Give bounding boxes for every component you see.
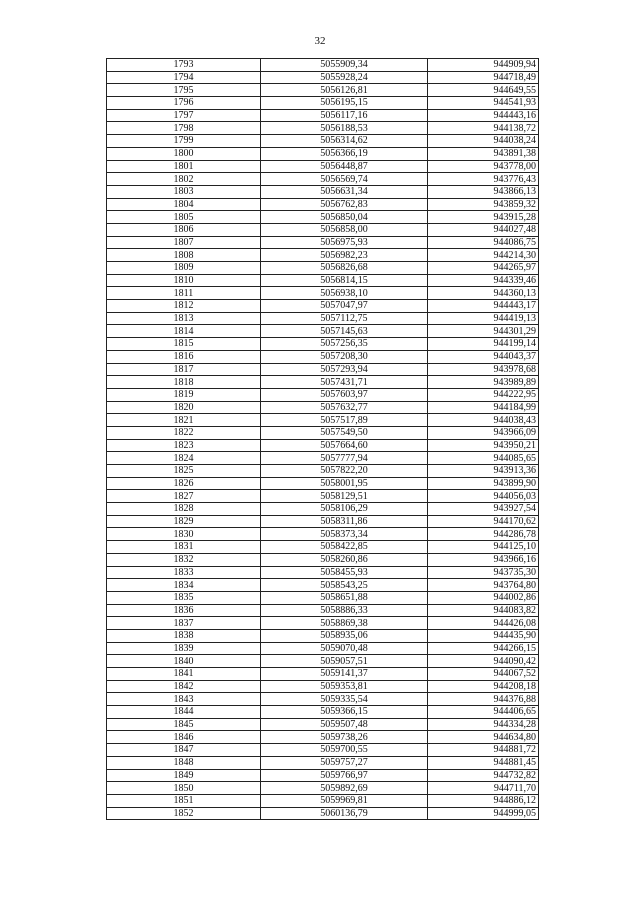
- y-coordinate-cell: 944038,43: [428, 414, 539, 427]
- y-coordinate-cell: 944138,72: [428, 122, 539, 135]
- y-coordinate-cell: 943899,90: [428, 477, 539, 490]
- y-coordinate-cell: 944265,97: [428, 262, 539, 275]
- x-coordinate-cell: 5058260,86: [261, 553, 428, 566]
- y-coordinate-cell: 943735,30: [428, 566, 539, 579]
- point-number-cell: 1824: [107, 452, 261, 465]
- point-number-cell: 1800: [107, 147, 261, 160]
- table-row: [107, 782, 539, 795]
- y-coordinate-cell: 943764,80: [428, 579, 539, 592]
- x-coordinate-cell: 5059700,55: [261, 744, 428, 757]
- x-coordinate-cell: 5059335,54: [261, 693, 428, 706]
- x-coordinate-cell: 5056814,15: [261, 274, 428, 287]
- x-coordinate-cell: 5057431,71: [261, 376, 428, 389]
- y-coordinate-cell: 944339,46: [428, 274, 539, 287]
- table-row: [107, 71, 539, 84]
- point-number-cell: 1825: [107, 465, 261, 478]
- y-coordinate-cell: 943891,38: [428, 147, 539, 160]
- x-coordinate-cell: 5056188,53: [261, 122, 428, 135]
- y-coordinate-cell: 944711,70: [428, 782, 539, 795]
- y-coordinate-cell: 944301,29: [428, 325, 539, 338]
- x-coordinate-cell: 5056762,83: [261, 198, 428, 211]
- x-coordinate-cell: 5057549,50: [261, 426, 428, 439]
- point-number-cell: 1807: [107, 236, 261, 249]
- y-coordinate-cell: 943866,13: [428, 185, 539, 198]
- table-row: [107, 680, 539, 693]
- table-row: [107, 731, 539, 744]
- point-number-cell: 1850: [107, 782, 261, 795]
- point-number-cell: 1806: [107, 223, 261, 236]
- table-row: [107, 756, 539, 769]
- table-row: [107, 160, 539, 173]
- point-number-cell: 1828: [107, 503, 261, 516]
- point-number-cell: 1848: [107, 756, 261, 769]
- x-coordinate-cell: 5058869,38: [261, 617, 428, 630]
- y-coordinate-cell: 944086,75: [428, 236, 539, 249]
- y-coordinate-cell: 944426,08: [428, 617, 539, 630]
- x-coordinate-cell: 5058455,93: [261, 566, 428, 579]
- point-number-cell: 1810: [107, 274, 261, 287]
- y-coordinate-cell: 944360,13: [428, 287, 539, 300]
- x-coordinate-cell: 5057664,60: [261, 439, 428, 452]
- x-coordinate-cell: 5057293,94: [261, 363, 428, 376]
- y-coordinate-cell: 944999,05: [428, 807, 539, 820]
- x-coordinate-cell: 5057517,89: [261, 414, 428, 427]
- table-row: [107, 807, 539, 820]
- point-number-cell: 1793: [107, 59, 261, 72]
- x-coordinate-cell: 5056982,23: [261, 249, 428, 262]
- x-coordinate-cell: 5056858,00: [261, 223, 428, 236]
- y-coordinate-cell: 943966,09: [428, 426, 539, 439]
- point-number-cell: 1838: [107, 629, 261, 642]
- x-coordinate-cell: 5055928,24: [261, 71, 428, 84]
- table-row: [107, 59, 539, 72]
- x-coordinate-cell: 5058422,85: [261, 541, 428, 554]
- table-row: [107, 350, 539, 363]
- table-row: [107, 236, 539, 249]
- table-row: [107, 706, 539, 719]
- y-coordinate-cell: 944056,03: [428, 490, 539, 503]
- x-coordinate-cell: 5058106,29: [261, 503, 428, 516]
- table-row: [107, 287, 539, 300]
- point-number-cell: 1799: [107, 135, 261, 148]
- table-row: [107, 388, 539, 401]
- y-coordinate-cell: 944419,13: [428, 312, 539, 325]
- table-row: [107, 262, 539, 275]
- table-row: [107, 325, 539, 338]
- table-row: [107, 135, 539, 148]
- table-row: [107, 579, 539, 592]
- y-coordinate-cell: 943927,54: [428, 503, 539, 516]
- point-number-cell: 1811: [107, 287, 261, 300]
- page-number: 32: [314, 35, 326, 47]
- table-row: [107, 490, 539, 503]
- point-number-cell: 1815: [107, 338, 261, 351]
- x-coordinate-cell: 5056448,87: [261, 160, 428, 173]
- point-number-cell: 1797: [107, 109, 261, 122]
- table-row: [107, 604, 539, 617]
- x-coordinate-cell: 5058886,33: [261, 604, 428, 617]
- table-row: [107, 122, 539, 135]
- x-coordinate-cell: 5056938,10: [261, 287, 428, 300]
- y-coordinate-cell: 944732,82: [428, 769, 539, 782]
- point-number-cell: 1808: [107, 249, 261, 262]
- table-row: [107, 312, 539, 325]
- y-coordinate-cell: 944085,65: [428, 452, 539, 465]
- point-number-cell: 1821: [107, 414, 261, 427]
- y-coordinate-cell: 944090,42: [428, 655, 539, 668]
- x-coordinate-cell: 5058543,25: [261, 579, 428, 592]
- y-coordinate-cell: 943966,16: [428, 553, 539, 566]
- y-coordinate-cell: 943978,68: [428, 363, 539, 376]
- x-coordinate-cell: 5059969,81: [261, 794, 428, 807]
- point-number-cell: 1798: [107, 122, 261, 135]
- x-coordinate-cell: 5058651,88: [261, 591, 428, 604]
- x-coordinate-cell: 5056117,16: [261, 109, 428, 122]
- table-row: [107, 249, 539, 262]
- table-row: [107, 439, 539, 452]
- y-coordinate-cell: 944376,88: [428, 693, 539, 706]
- x-coordinate-cell: 5056850,04: [261, 211, 428, 224]
- point-number-cell: 1829: [107, 515, 261, 528]
- x-coordinate-cell: 5058311,86: [261, 515, 428, 528]
- x-coordinate-cell: 5059766,97: [261, 769, 428, 782]
- point-number-cell: 1823: [107, 439, 261, 452]
- y-coordinate-cell: 944881,72: [428, 744, 539, 757]
- point-number-cell: 1794: [107, 71, 261, 84]
- y-coordinate-cell: 944541,93: [428, 97, 539, 110]
- y-coordinate-cell: 943989,89: [428, 376, 539, 389]
- point-number-cell: 1809: [107, 262, 261, 275]
- x-coordinate-cell: 5056975,93: [261, 236, 428, 249]
- point-number-cell: 1814: [107, 325, 261, 338]
- point-number-cell: 1852: [107, 807, 261, 820]
- point-number-cell: 1822: [107, 426, 261, 439]
- point-number-cell: 1805: [107, 211, 261, 224]
- x-coordinate-cell: 5059892,69: [261, 782, 428, 795]
- y-coordinate-cell: 944214,30: [428, 249, 539, 262]
- y-coordinate-cell: 944222,95: [428, 388, 539, 401]
- point-number-cell: 1842: [107, 680, 261, 693]
- table-row: [107, 629, 539, 642]
- table-row: [107, 376, 539, 389]
- x-coordinate-cell: 5059353,81: [261, 680, 428, 693]
- x-coordinate-cell: 5056631,34: [261, 185, 428, 198]
- y-coordinate-cell: 944286,78: [428, 528, 539, 541]
- x-coordinate-cell: 5056314,62: [261, 135, 428, 148]
- y-coordinate-cell: 944649,55: [428, 84, 539, 97]
- y-coordinate-cell: 944435,90: [428, 629, 539, 642]
- y-coordinate-cell: 944334,28: [428, 718, 539, 731]
- point-number-cell: 1837: [107, 617, 261, 630]
- table-row: [107, 223, 539, 236]
- y-coordinate-cell: 944634,80: [428, 731, 539, 744]
- point-number-cell: 1843: [107, 693, 261, 706]
- y-coordinate-cell: 943913,36: [428, 465, 539, 478]
- y-coordinate-cell: 944125,10: [428, 541, 539, 554]
- point-number-cell: 1826: [107, 477, 261, 490]
- y-coordinate-cell: 943778,00: [428, 160, 539, 173]
- x-coordinate-cell: 5057777,94: [261, 452, 428, 465]
- point-number-cell: 1847: [107, 744, 261, 757]
- table-row: [107, 173, 539, 186]
- table-row: [107, 198, 539, 211]
- x-coordinate-cell: 5057047,97: [261, 300, 428, 313]
- point-number-cell: 1832: [107, 553, 261, 566]
- point-number-cell: 1849: [107, 769, 261, 782]
- table-row: [107, 744, 539, 757]
- x-coordinate-cell: 5056126,81: [261, 84, 428, 97]
- x-coordinate-cell: 5059738,26: [261, 731, 428, 744]
- x-coordinate-cell: 5056826,68: [261, 262, 428, 275]
- x-coordinate-cell: 5060136,79: [261, 807, 428, 820]
- y-coordinate-cell: 944038,24: [428, 135, 539, 148]
- y-coordinate-cell: 944406,65: [428, 706, 539, 719]
- x-coordinate-cell: 5058373,34: [261, 528, 428, 541]
- table-row: [107, 566, 539, 579]
- point-number-cell: 1835: [107, 591, 261, 604]
- x-coordinate-cell: 5056366,19: [261, 147, 428, 160]
- table-row: [107, 503, 539, 516]
- table-row: [107, 553, 539, 566]
- table-row: [107, 300, 539, 313]
- point-number-cell: 1840: [107, 655, 261, 668]
- y-coordinate-cell: 944443,16: [428, 109, 539, 122]
- point-number-cell: 1816: [107, 350, 261, 363]
- table-row: [107, 794, 539, 807]
- point-number-cell: 1803: [107, 185, 261, 198]
- point-number-cell: 1801: [107, 160, 261, 173]
- y-coordinate-cell: 944881,45: [428, 756, 539, 769]
- table-row: [107, 668, 539, 681]
- table-row: [107, 655, 539, 668]
- x-coordinate-cell: 5058935,06: [261, 629, 428, 642]
- x-coordinate-cell: 5057145,63: [261, 325, 428, 338]
- table-row: [107, 109, 539, 122]
- table-row: [107, 617, 539, 630]
- point-number-cell: 1836: [107, 604, 261, 617]
- point-number-cell: 1839: [107, 642, 261, 655]
- point-number-cell: 1820: [107, 401, 261, 414]
- point-number-cell: 1796: [107, 97, 261, 110]
- y-coordinate-cell: 944266,15: [428, 642, 539, 655]
- point-number-cell: 1841: [107, 668, 261, 681]
- y-coordinate-cell: 944199,14: [428, 338, 539, 351]
- table-row: [107, 211, 539, 224]
- x-coordinate-cell: 5057256,35: [261, 338, 428, 351]
- table-row: [107, 515, 539, 528]
- point-number-cell: 1812: [107, 300, 261, 313]
- table-row: [107, 84, 539, 97]
- y-coordinate-cell: 943776,43: [428, 173, 539, 186]
- point-number-cell: 1827: [107, 490, 261, 503]
- y-coordinate-cell: 944067,52: [428, 668, 539, 681]
- point-number-cell: 1818: [107, 376, 261, 389]
- x-coordinate-cell: 5059141,37: [261, 668, 428, 681]
- y-coordinate-cell: 944208,18: [428, 680, 539, 693]
- table-row: [107, 642, 539, 655]
- point-number-cell: 1802: [107, 173, 261, 186]
- y-coordinate-cell: 944170,62: [428, 515, 539, 528]
- point-number-cell: 1844: [107, 706, 261, 719]
- table-row: [107, 591, 539, 604]
- coordinates-table: [106, 58, 539, 820]
- x-coordinate-cell: 5059366,15: [261, 706, 428, 719]
- table-row: [107, 465, 539, 478]
- x-coordinate-cell: 5058129,51: [261, 490, 428, 503]
- table-row: [107, 693, 539, 706]
- x-coordinate-cell: 5056569,74: [261, 173, 428, 186]
- y-coordinate-cell: 943950,21: [428, 439, 539, 452]
- table-row: [107, 452, 539, 465]
- point-number-cell: 1795: [107, 84, 261, 97]
- x-coordinate-cell: 5057112,75: [261, 312, 428, 325]
- table-row: [107, 97, 539, 110]
- x-coordinate-cell: 5057822,20: [261, 465, 428, 478]
- table-row: [107, 274, 539, 287]
- table-row: [107, 718, 539, 731]
- point-number-cell: 1831: [107, 541, 261, 554]
- table-row: [107, 528, 539, 541]
- point-number-cell: 1845: [107, 718, 261, 731]
- table-row: [107, 363, 539, 376]
- x-coordinate-cell: 5057632,77: [261, 401, 428, 414]
- table-row: [107, 426, 539, 439]
- table-row: [107, 477, 539, 490]
- y-coordinate-cell: 943859,32: [428, 198, 539, 211]
- table-row: [107, 414, 539, 427]
- point-number-cell: 1833: [107, 566, 261, 579]
- x-coordinate-cell: 5059057,51: [261, 655, 428, 668]
- point-number-cell: 1817: [107, 363, 261, 376]
- point-number-cell: 1846: [107, 731, 261, 744]
- x-coordinate-cell: 5059757,27: [261, 756, 428, 769]
- y-coordinate-cell: 944002,86: [428, 591, 539, 604]
- y-coordinate-cell: 944909,94: [428, 59, 539, 72]
- y-coordinate-cell: 944027,48: [428, 223, 539, 236]
- coordinates-table-body: [107, 59, 539, 820]
- point-number-cell: 1804: [107, 198, 261, 211]
- y-coordinate-cell: 944184,99: [428, 401, 539, 414]
- point-number-cell: 1851: [107, 794, 261, 807]
- point-number-cell: 1819: [107, 388, 261, 401]
- x-coordinate-cell: 5057208,30: [261, 350, 428, 363]
- y-coordinate-cell: 944886,12: [428, 794, 539, 807]
- x-coordinate-cell: 5059070,48: [261, 642, 428, 655]
- point-number-cell: 1813: [107, 312, 261, 325]
- table-row: [107, 185, 539, 198]
- point-number-cell: 1830: [107, 528, 261, 541]
- table-row: [107, 338, 539, 351]
- table-row: [107, 147, 539, 160]
- x-coordinate-cell: 5058001,95: [261, 477, 428, 490]
- x-coordinate-cell: 5056195,15: [261, 97, 428, 110]
- y-coordinate-cell: 943915,28: [428, 211, 539, 224]
- x-coordinate-cell: 5059507,48: [261, 718, 428, 731]
- table-row: [107, 769, 539, 782]
- y-coordinate-cell: 944443,17: [428, 300, 539, 313]
- y-coordinate-cell: 944043,37: [428, 350, 539, 363]
- table-row: [107, 541, 539, 554]
- y-coordinate-cell: 944718,49: [428, 71, 539, 84]
- x-coordinate-cell: 5055909,34: [261, 59, 428, 72]
- x-coordinate-cell: 5057603,97: [261, 388, 428, 401]
- point-number-cell: 1834: [107, 579, 261, 592]
- table-row: [107, 401, 539, 414]
- y-coordinate-cell: 944083,82: [428, 604, 539, 617]
